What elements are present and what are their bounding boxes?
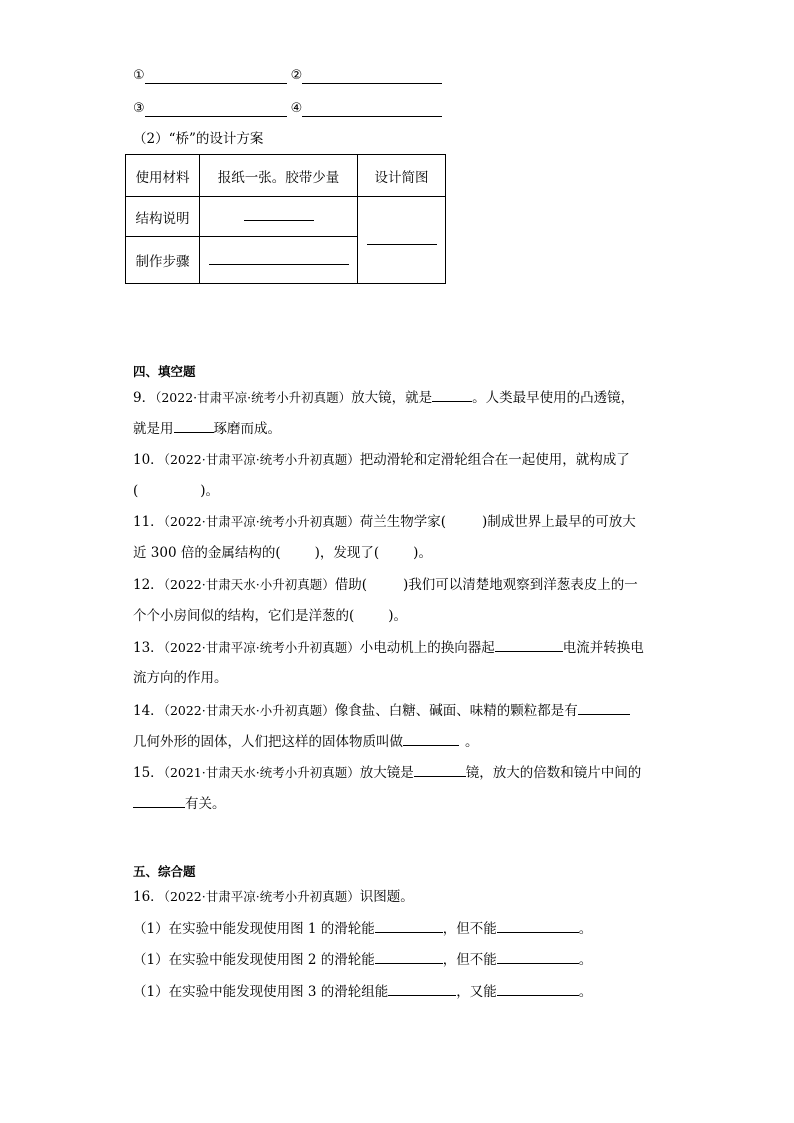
answer-blank[interactable]: [133, 794, 185, 808]
question-source: （2022·甘肃天水·小升初真题）: [163, 703, 335, 718]
question-12-line-1: [133, 576, 638, 594]
question-16-sub-1: [133, 919, 592, 938]
question-text: 镜，放大的倍数和镜片中间的: [465, 765, 642, 781]
question-text: 。人类最早使用的凸透镜，: [472, 390, 635, 406]
question-text: ，又能: [456, 984, 497, 1000]
question-text: )制成世界上最早的可放大: [481, 514, 636, 530]
question-16-sub-3: [133, 982, 592, 1001]
question-text: )我们可以清楚地观察到洋葱表皮上的一: [402, 577, 638, 593]
question-text: （1）在实验中能发现使用图 2 的滑轮能: [133, 952, 375, 968]
question-text: 放大镜，就是: [351, 390, 433, 406]
question-text: 。: [578, 921, 593, 937]
question-number: 12．: [133, 577, 164, 593]
answer-blank-row-2: [133, 101, 446, 117]
question-text: 琢磨而成。: [213, 421, 281, 437]
question-source: （2022·甘肃平凉·统考小升初真题）: [155, 390, 352, 405]
answer-blank[interactable]: [403, 732, 459, 746]
question-text: ，但不能: [442, 921, 497, 937]
question-text: 把动滑轮和定滑轮组合在一起使用，就构成了: [359, 452, 630, 468]
question-text: 。: [578, 984, 593, 1000]
question-text: 电流并转换电: [562, 640, 644, 656]
answer-blank[interactable]: [497, 950, 579, 964]
bridge-design-heading: （2）“桥”的设计方案: [133, 131, 264, 147]
question-text: 。: [578, 952, 593, 968]
section-heading-comprehensive: 五、综合题: [133, 864, 196, 879]
table-cell-sketch-answer: [358, 197, 446, 284]
question-text: 小电动机上的换向器起: [359, 640, 495, 656]
answer-blank-1[interactable]: [145, 71, 287, 84]
question-text: 识图题。: [359, 889, 414, 905]
question-text: （1）在实验中能发现使用图 1 的滑轮能: [133, 921, 375, 937]
circled-number-1: ①: [133, 68, 145, 83]
question-source: （2022·甘肃平凉·统考小升初真题）: [163, 889, 360, 904]
question-14-line-2: [133, 732, 479, 751]
answer-blank-3[interactable]: [145, 104, 287, 117]
answer-blank[interactable]: [497, 919, 579, 933]
question-source: （2022·甘肃平凉·统考小升初真题）: [163, 452, 360, 467]
table-cell-steps-label: 制作步骤: [126, 237, 200, 284]
answer-blank[interactable]: [414, 763, 466, 777]
table-cell-sketch-label: 设计简图: [358, 155, 446, 197]
circled-number-3: ③: [133, 101, 145, 116]
section-heading-fill-in: 四、填空题: [133, 364, 196, 379]
question-number: 13．: [133, 640, 164, 656]
question-text: )。: [413, 545, 432, 561]
question-15-line-2: [133, 794, 226, 813]
circled-number-2: ②: [290, 68, 303, 83]
question-text: 荷兰生物学家(: [359, 514, 446, 530]
answer-blank-4[interactable]: [302, 104, 442, 117]
question-text: 借助(: [334, 577, 367, 593]
answer-blank[interactable]: [578, 701, 630, 715]
table-cell-structure-answer: [200, 197, 358, 237]
question-10-line-2: [133, 482, 219, 500]
question-number: 10．: [133, 452, 164, 468]
question-14-line-1: [133, 701, 630, 720]
answer-blank-row-1: [133, 68, 446, 84]
question-text: )。: [388, 608, 408, 624]
question-text: (: [133, 483, 139, 499]
question-11-line-2: [133, 544, 432, 562]
table-cell-structure-label: 结构说明: [126, 197, 200, 237]
question-12-line-2: [133, 607, 407, 625]
answer-blank[interactable]: [432, 388, 472, 402]
question-9-line-1: [133, 388, 634, 407]
answer-blank[interactable]: [174, 419, 214, 433]
question-number: 16．: [133, 889, 164, 905]
question-source: （2022·甘肃平凉·统考小升初真题）: [163, 640, 360, 655]
structure-answer-blank[interactable]: [244, 208, 314, 221]
question-9-line-2: [133, 419, 281, 438]
question-source: （2021·甘肃天水·统考小升初真题）: [163, 765, 360, 780]
question-number: 9．: [133, 390, 156, 406]
question-16-line-1: [133, 888, 414, 906]
table-cell-materials-value: 报纸一张。胶带少量: [200, 155, 358, 197]
question-number: 14．: [133, 703, 164, 719]
question-text: 个个小房间似的结构，它们是洋葱的(: [133, 608, 355, 624]
question-number: 15．: [133, 765, 164, 781]
question-source: （2022·甘肃天水·小升初真题）: [163, 577, 335, 592]
circled-number-4: ④: [290, 101, 303, 116]
question-number: 11．: [133, 514, 164, 530]
question-text: )，发现了(: [314, 545, 380, 561]
question-13-line-1: [133, 638, 644, 657]
question-source: （2022·甘肃平凉·统考小升初真题）: [163, 514, 360, 529]
answer-blank[interactable]: [375, 919, 443, 933]
question-text: 。: [465, 734, 479, 750]
question-15-line-1: [133, 763, 641, 782]
question-16-sub-2: [133, 950, 592, 969]
question-text: )。: [200, 483, 220, 499]
table-cell-materials-label: 使用材料: [126, 155, 200, 197]
answer-blank[interactable]: [495, 638, 563, 652]
question-text: ，但不能: [442, 952, 497, 968]
question-text: 就是用: [133, 421, 174, 437]
question-text: 有关。: [185, 796, 226, 812]
sketch-answer-blank[interactable]: [367, 232, 437, 245]
bridge-design-table: [125, 154, 446, 284]
answer-blank[interactable]: [497, 982, 579, 996]
question-text: 放大镜是: [359, 765, 414, 781]
question-13-line-2: [133, 669, 228, 687]
answer-blank[interactable]: [388, 982, 456, 996]
question-text: （1）在实验中能发现使用图 3 的滑轮组能: [133, 984, 389, 1000]
table-cell-steps-answer: [200, 237, 358, 284]
answer-blank[interactable]: [375, 950, 443, 964]
steps-answer-blank[interactable]: [209, 252, 349, 265]
question-text: 流方向的作用。: [133, 670, 228, 686]
question-text: 近 300 倍的金属结构的(: [133, 545, 281, 561]
answer-blank-2[interactable]: [302, 71, 442, 84]
question-text: 几何外形的固体，人们把这样的固体物质叫做: [133, 734, 403, 750]
question-11-line-1: [133, 513, 636, 531]
question-text: 像食盐、白糖、碱面、味精的颗粒都是有: [334, 703, 578, 719]
question-10-line-1: [133, 451, 630, 469]
